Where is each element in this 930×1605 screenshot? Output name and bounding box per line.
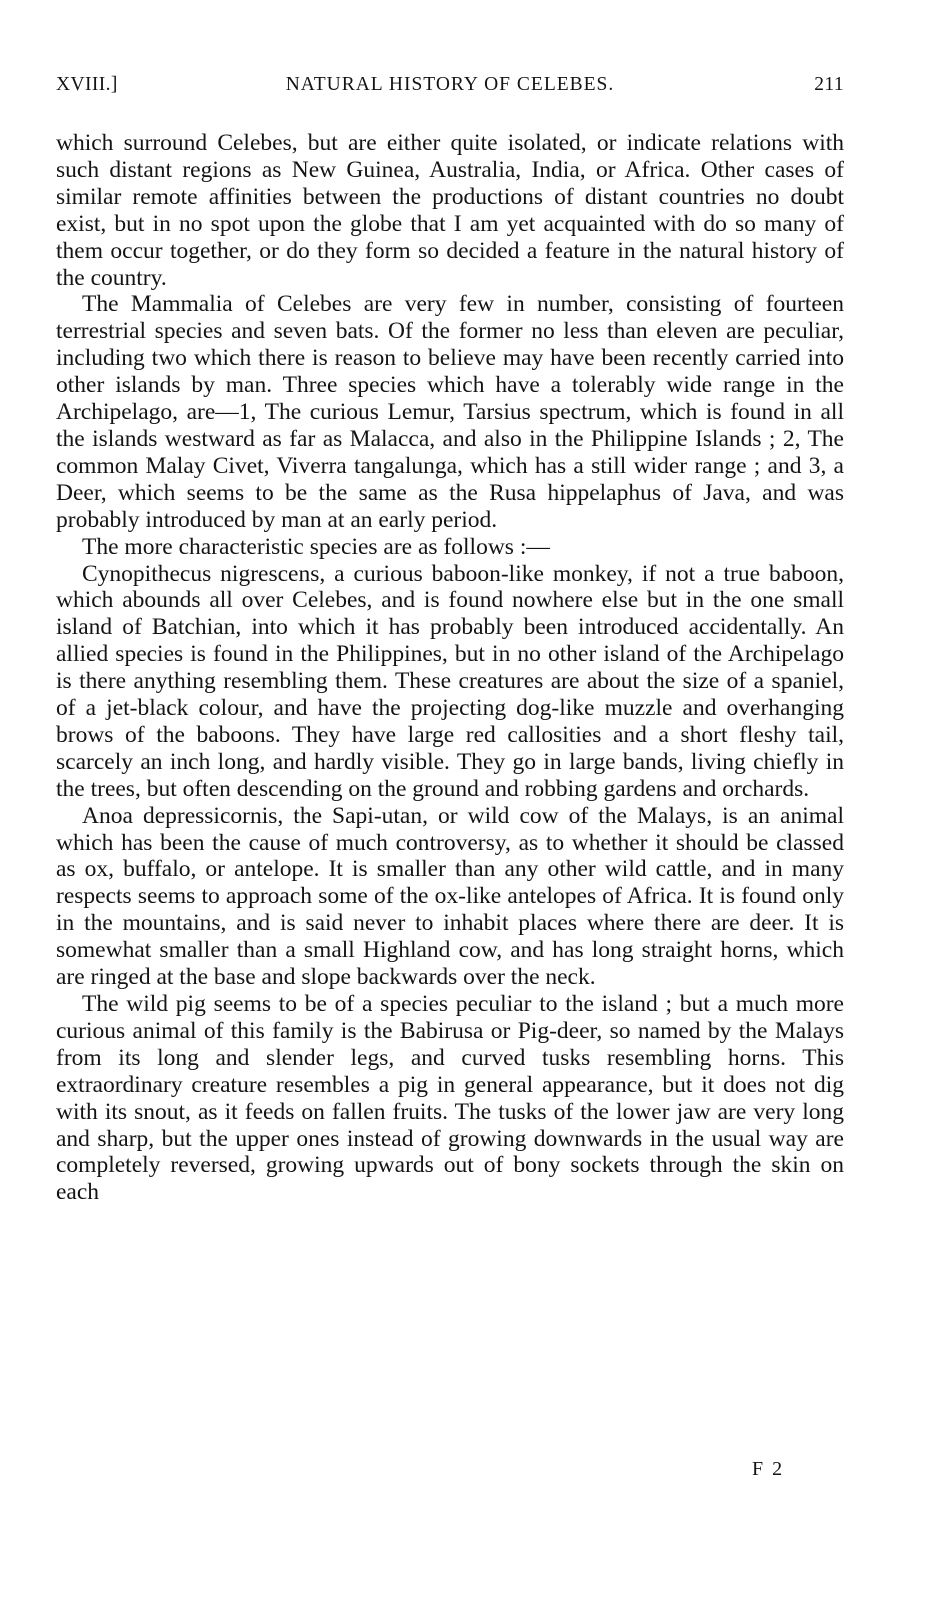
page-number: 211 bbox=[814, 74, 844, 95]
chapter-marker: XVIII.] bbox=[56, 74, 118, 95]
body-text bbox=[56, 130, 844, 1206]
running-header bbox=[56, 74, 844, 102]
running-title: NATURAL HISTORY OF CELEBES. bbox=[285, 74, 615, 95]
paragraph-anoa: Anoa depressicornis, the Sapi-utan, or wild cow of the Malays, is an animal which has been the cause of much controversy, as to whether it should be classed as ox, buffalo, or antelope. It is smaller than any other wild cattle, and in many respects seems to approach some of the ox-like antelopes of Africa. It is found only in the mountains, and is said never to inhabit places where there are deer. It is somewhat smaller than a small Highland cow, and has long straight horns, which are ringed at the base and slope backwards over the neck. bbox=[56, 802, 844, 991]
paragraph-mammalia: The Mammalia of Celebes are very few in number, consisting of fourteen terrestrial species and seven bats. Of the former no less than eleven are peculiar, including two which there is reason to believe may have been recently carried into other islands by man. Three species which have a tolerably wide range in the Archipelago, are—1, The curious Lemur, Tarsius spectrum, which is found in all the islands westward as far as Malacca, and also in the Philippine Islands ; 2, The common Malay Civet, Viverra tangalunga, which has a still wider range ; and 3, a Deer, which seems to be the same as the Rusa hippelaphus of Java, and was probably introduced by man at an early period. bbox=[56, 291, 844, 533]
paragraph-babirusa: The wild pig seems to be of a species peculiar to the island ; but a much more curious animal of this family is the Babirusa or Pig-deer, so named by the Malays from its long and slender legs, and curved tusks resembling horns. This extraordinary creature resembles a pig in general appearance, but it does not dig with its snout, as it feeds on fallen fruits. The tusks of the lower jaw are very long and sharp, but the upper ones instead of growing downwards in the usual way are completely reversed, growing upwards out of bony sockets through the skin on each bbox=[56, 991, 844, 1206]
paragraph-cynopithecus: Cynopithecus nigrescens, a curious baboon-like monkey, if not a true baboon, which abounds all over Celebes, and is found nowhere else but in the one small island of Batchian, into which it has probably been introduced accidentally. An allied species is found in the Philippines, but in no other island of the Archipelago is there anything resembling them. These creatures are about the size of a spaniel, of a jet-black colour, and have the projecting dog-like muzzle and overhanging brows of the baboons. They have large red callosities and a short fleshy tail, scarcely an inch long, and hardly visible. They go in large bands, living chiefly in the trees, but often descending on the ground and robbing gardens and orchards. bbox=[56, 560, 844, 802]
printer-signature-mark: F 2 bbox=[752, 1458, 785, 1480]
paragraph-continuation: which surround Celebes, but are either quite isolated, or indicate relations with such distant regions as New Guinea, Australia, India, or Africa. Other cases of similar remote affinities between the productions of distant countries no doubt exist, but in no spot upon the globe that I am yet acquainted with do so many of them occur together, or do they form so decided a feature in the natural history of the country. bbox=[56, 130, 844, 291]
paragraph-characteristic-species: The more characteristic species are as follows :— bbox=[82, 533, 550, 560]
